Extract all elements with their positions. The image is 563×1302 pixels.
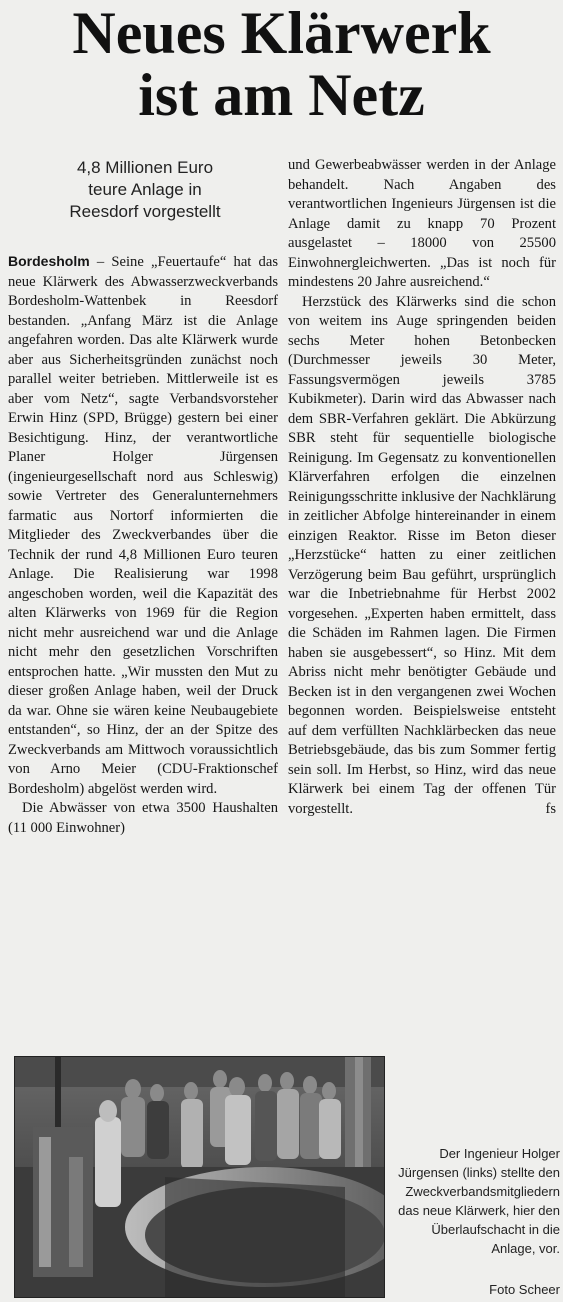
photo-caption: Der Ingenieur Holger Jürgensen (links) stellte den Zweckverbandsmitgliedern das neue Klärwerk, hier den Überlaufschacht in die Anlage, vor. (398, 1146, 560, 1256)
photo-credit: Foto Scheer (489, 1282, 560, 1297)
article-column-1 (8, 252, 278, 838)
subhead-line-2: teure Anlage in (88, 180, 202, 199)
subheadline (30, 157, 260, 223)
headline-line-1: Neues Klärwerk (72, 0, 491, 66)
subhead-line-3: Reesdorf vorgestellt (69, 202, 221, 221)
author-signature: fs (545, 800, 556, 817)
photo-image (15, 1057, 384, 1297)
paragraph-1 (8, 252, 278, 799)
headline-line-2: ist am Netz (138, 62, 425, 128)
paragraph-3 (288, 293, 556, 820)
paragraph-2: Die Abwässer von etwa 3500 Haushalten (11 000 Einwohner) (8, 800, 278, 836)
dateline: Bordesholm (8, 253, 90, 269)
headline (0, 2, 563, 126)
article-photo (14, 1056, 385, 1298)
subhead-line-1: 4,8 Millionen Euro (76, 158, 214, 177)
paragraph-3-text: Herzstück des Klärwerks sind die schon von weitem ins Auge springenden beiden sechs Meter hohen Betonbecken (Durchmesser jeweils 30 Meter, Fassungsvermögen jeweils 3785 Kubikmeter). Darin wird das Abwasser nach dem SBR-Verfahren geklärt. Die Abkürzung SBR steht für sequentielle biologische Reinigung. Im Gegensatz zu konventionellen Klärverfahren erfolgen die einzelnen Reinigungsschritte inklusive der Nachklärung in zeitlicher Abfolge hintereinander in einem einzigen Reaktor. Risse im Beton dieser „Herzstücke“ hatten zu einer zeitlichen Verzögerung beim Bau geführt, ursprünglich war die Inbetriebnahme für Herbst 2002 vorgesehen. „Experten haben ermittelt, dass die Schäden im Rahmen lagen. Die Firmen haben sie ausgebessert“, so Hinz. Mit dem Abriss nicht mehr benötigter Gebäude und Becken ist in den vergangenen zwei Wochen begonnen worden. Beispielsweise entsteht auf dem verfüllten Nachklärbecken das neue Betriebsgebäude, das bis zum Sommer fertig sein soll. Im Herbst, so Hinz, wird das neue Klärwerk bei einem Tag der offenen Tür vorgestellt. (288, 293, 556, 817)
article-column-2 (288, 156, 556, 819)
paragraph-2-continued: und Gewerbeabwässer werden in der Anlage behandelt. Nach Angaben des verantwortlichen Ingenieurs Jürgensen ist die Anlage damit zu knapp 70 Prozent ausgelastet – 18000 von 25500 Einwohnergleichwerten. „Das ist noch für mindestens 20 Jahre ausreichend.“ (288, 157, 556, 290)
paragraph-1-text: – Seine „Feuertaufe“ hat das neue Klärwerk des Abwasserzweckverbands Bordesholm-Wattenbek in Reesdorf bestanden. „Anfang März ist die Anlage angefahren worden. Das alte Klärwerk wurde aber aus Sicherheitsgründen zunächst noch parallel weiter betrieben. Mittlerweile ist es aber vom Netz“, sagte Verbandsvorsteher Erwin Hinz (SPD, Brügge) gestern bei einer Besichtigung. Hinz, der verantwortliche Planer Holger Jürgensen (ingenieurgesellschaft nord aus Schleswig) sowie Vertreter des Generalunternehmers farmatic aus Nortorf informierten die Mitglieder des Zweckverbandes über die Technik der rund 4,8 Millionen Euro teuren Anlage. Die Realisierung war 1998 angeschoben worden, weil die Kapazität des alten Klärwerks von 1969 für die Region nicht mehr ausreichend war und die Anlage nicht mehr den gesetzlichen Vorschriften entsprochen hatte. „Wir mussten den Mut zu dieser großen Anlage haben, weil der Druck da war. Ohne sie wären keine Neubaugebiete entstanden“, so Hinz, der an der Spitze des Zweckverbands am Mittwoch voraussichtlich von Arno Meier (CDU-Fraktionschef Bordesholm) abgelöst werden wird. (8, 254, 278, 797)
